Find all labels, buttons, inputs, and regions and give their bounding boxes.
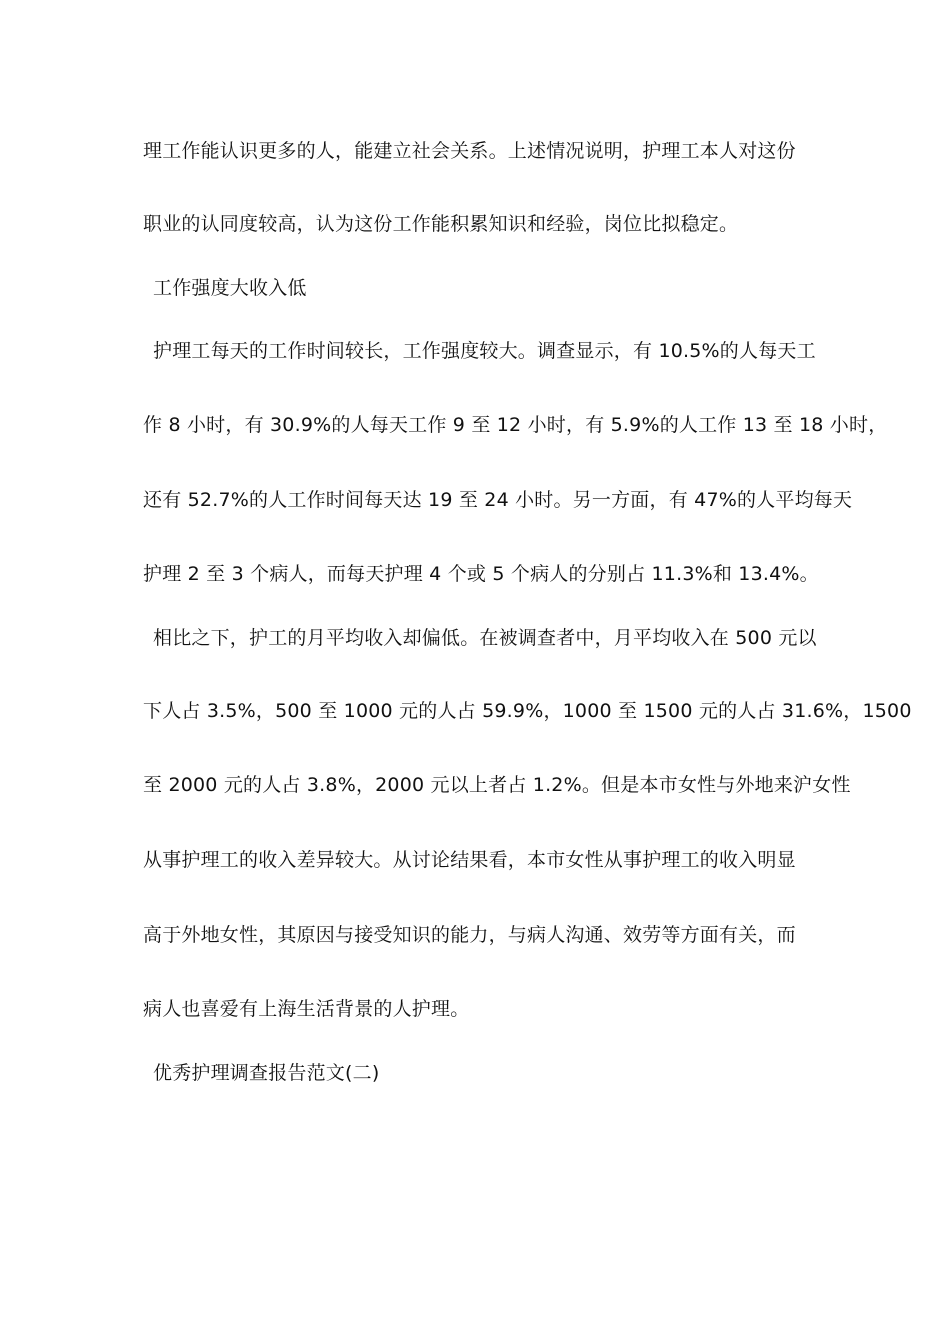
paragraph-line: 下人占 3.5%，500 至 1000 元的人占 59.9%，1000 至 1500 元的人占 31.6%，1500: [143, 700, 912, 722]
paragraph-line: 护理 2 至 3 个病人，而每天护理 4 个或 5 个病人的分别占 11.3%和 13.4%。: [143, 563, 819, 585]
paragraph-line: 从事护理工的收入差异较大。从讨论结果看，本市女性从事护理工的收入明显: [143, 849, 796, 871]
paragraph-line: 病人也喜爱有上海生活背景的人护理。: [143, 998, 470, 1020]
paragraph-line: 职业的认同度较高，认为这份工作能积累知识和经验，岗位比拟稳定。: [143, 213, 739, 235]
paragraph-line: 作 8 小时，有 30.9%的人每天工作 9 至 12 小时，有 5.9%的人工作 13 至 18 小时，: [143, 414, 888, 436]
section-heading: 优秀护理调查报告范文(二): [153, 1062, 380, 1084]
paragraph-line: 相比之下，护工的月平均收入却偏低。在被调查者中，月平均收入在 500 元以: [153, 627, 817, 649]
paragraph-line: 至 2000 元的人占 3.8%，2000 元以上者占 1.2%。但是本市女性与外地来沪女性: [143, 774, 851, 796]
paragraph-line: 高于外地女性，其原因与接受知识的能力，与病人沟通、效劳等方面有关，而: [143, 924, 796, 946]
section-heading: 工作强度大收入低: [153, 277, 307, 299]
paragraph-line: 护理工每天的工作时间较长，工作强度较大。调查显示，有 10.5%的人每天工: [153, 340, 816, 362]
paragraph-line: 理工作能认识更多的人，能建立社会关系。上述情况说明，护理工本人对这份: [143, 140, 796, 162]
paragraph-line: 还有 52.7%的人工作时间每天达 19 至 24 小时。另一方面，有 47%的人平均每天: [143, 489, 853, 511]
